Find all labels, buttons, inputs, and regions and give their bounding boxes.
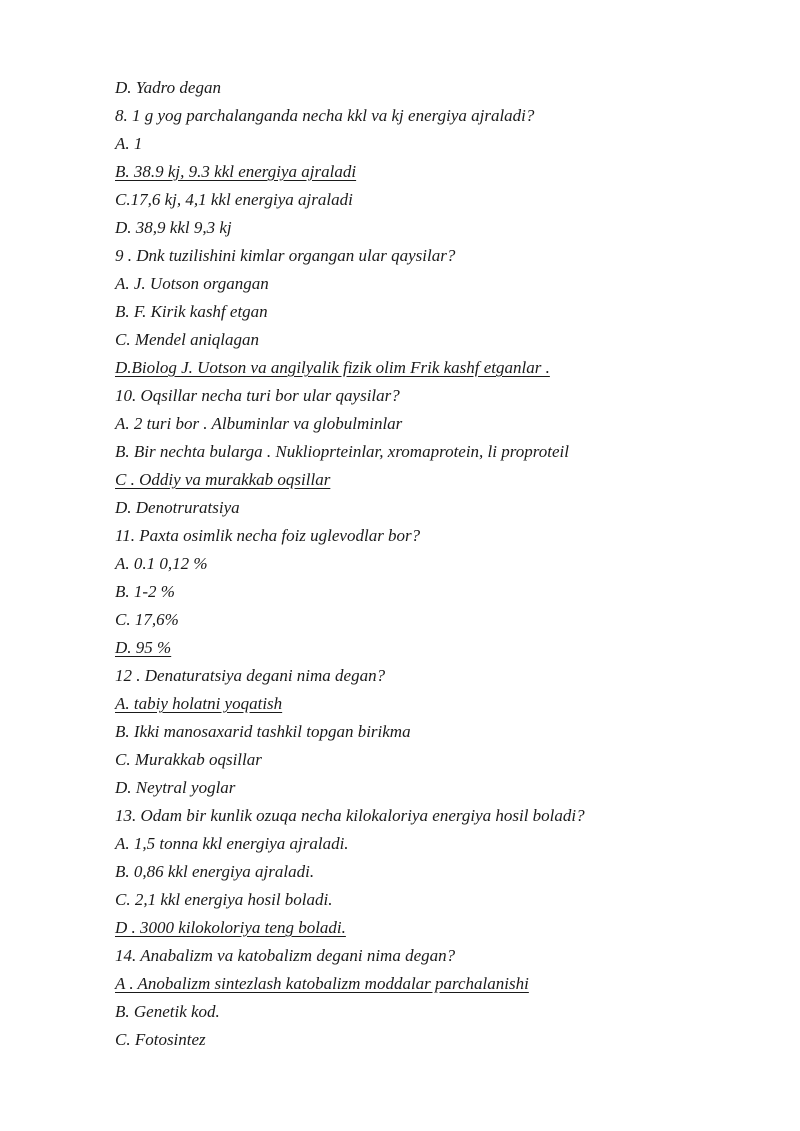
line-text: A. 1,5 tonna kkl energiya ajraladi. [115,834,349,853]
line-text: A. tabiy holatni yoqatish [115,694,283,713]
text-line [115,802,755,830]
text-line [115,578,755,606]
text-line [115,242,755,270]
line-text: D. Neytral yoglar [115,778,236,797]
line-text: 12 . Denaturatsiya degani nima degan? [115,666,386,685]
line-text: D. Yadro degan [115,78,221,97]
answer-line [115,634,755,662]
line-text: D . 3000 kilokoloriya teng boladi. [115,918,346,937]
line-text: C. Murakkab oqsillar [115,750,262,769]
line-text: C . Oddiy va murakkab oqsillar [115,470,331,489]
line-text: 14. Anabalizm va katobalizm degani nima degan? [115,946,456,965]
text-line [115,746,755,774]
line-text: B. Ikki manosaxarid tashkil topgan birikma [115,722,411,741]
text-line [115,1026,755,1054]
text-line [115,774,755,802]
text-line [115,522,755,550]
text-line [115,326,755,354]
line-text: B. Bir nechta bularga . Nuklioprteinlar, xromaprotein, li proproteil [115,442,569,461]
text-line [115,214,755,242]
line-text: A . Anobalizm sintezlash katobalizm moddalar parchalanishi [115,974,529,993]
answer-line [115,970,755,998]
line-text: C. Mendel aniqlagan [115,330,260,349]
line-text: C. 17,6% [115,610,179,629]
text-line [115,74,755,102]
text-line [115,494,755,522]
text-line [115,942,755,970]
line-text: A. J. Uotson organgan [115,274,269,293]
text-line [115,382,755,410]
text-line [115,186,755,214]
line-text: C. 2,1 kkl energiya hosil boladi. [115,890,333,909]
line-text: B. 1-2 % [115,582,175,601]
text-line [115,410,755,438]
text-line [115,102,755,130]
line-text: B. 0,86 kkl energiya ajraladi. [115,862,315,881]
answer-line [115,914,755,942]
line-text: A. 2 turi bor . Albuminlar va globulminlar [115,414,403,433]
line-text: B. F. Kirik kashf etgan [115,302,268,321]
line-text: 8. 1 g yog parchalanganda necha kkl va kj energiya ajraladi? [115,106,535,125]
text-line [115,886,755,914]
answer-line [115,690,755,718]
line-text: C.17,6 kj, 4,1 kkl energiya ajraladi [115,190,353,209]
text-line [115,830,755,858]
line-text: A. 0.1 0,12 % [115,554,208,573]
line-text: 10. Oqsillar necha turi bor ular qaysilar? [115,386,400,405]
line-text: D. 38,9 kkl 9,3 kj [115,218,232,237]
line-text: C. Fotosintez [115,1030,206,1049]
text-line [115,438,755,466]
line-text: D.Biolog J. Uotson va angilyalik fizik olim Frik kashf etganlar . [115,358,550,377]
answer-line [115,466,755,494]
text-line [115,662,755,690]
text-line [115,270,755,298]
line-text: 9 . Dnk tuzilishini kimlar organgan ular qaysilar? [115,246,456,265]
line-text: D. 95 % [115,638,172,657]
question-list [115,74,755,1054]
line-text: D. Denotruratsiya [115,498,240,517]
line-text: B. Genetik kod. [115,1002,220,1021]
line-text: 13. Odam bir kunlik ozuqa necha kilokaloriya energiya hosil boladi? [115,806,585,825]
text-line [115,130,755,158]
line-text: B. 38.9 kj, 9.3 kkl energiya ajraladi [115,162,357,181]
line-text: A. 1 [115,134,143,153]
text-line [115,858,755,886]
text-line [115,550,755,578]
text-line [115,298,755,326]
text-line [115,998,755,1026]
answer-line [115,354,755,382]
answer-line [115,158,755,186]
text-line [115,718,755,746]
line-text: 11. Paxta osimlik necha foiz uglevodlar bor? [115,526,421,545]
text-line [115,606,755,634]
